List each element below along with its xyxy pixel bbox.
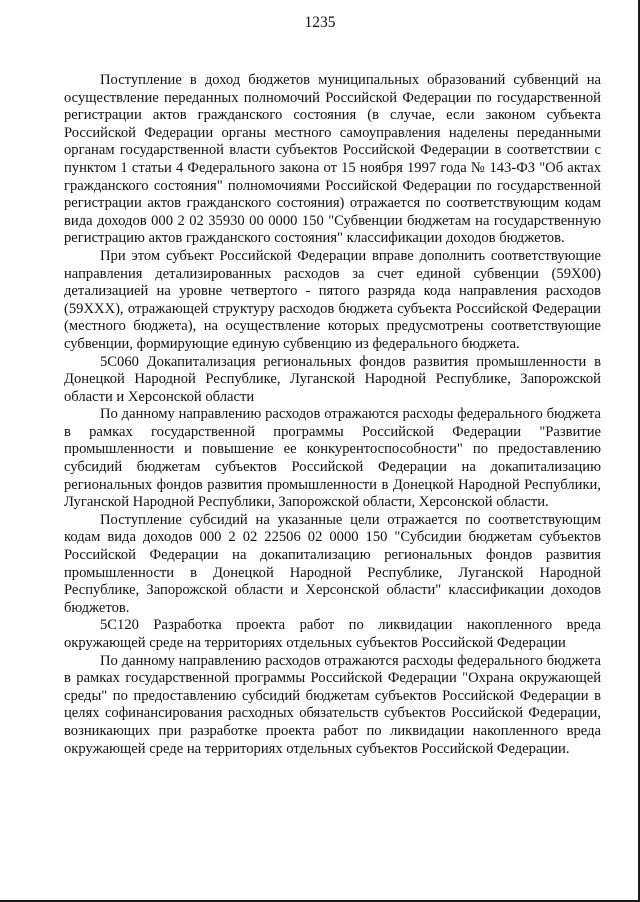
- paragraph-5c060-expenses: По данному направлению расходов отражаются расходы федерального бюджета в рамках государственной программы Российской Федерации "Развитие промышленности и повышение ее конкурентоспособности" по предоставлению субсидий бюджетам субъектов Российской Федерации на докапитализацию региональных фондов развития промышленности в Донецкой Народной Республики, Луганской Народной Республики, Запорожской области, Херсонской области.: [64, 406, 601, 511]
- page-number: 1235: [304, 14, 336, 31]
- paragraph-5c060-income: Поступление субсидий на указанные цели отражается по соответствующим кодам вида доходов 000 2 02 22506 02 0000 150 "Субсидии бюджетам субъектов Российской Федерации на докапитализацию региональных фондов развития промышленности в Донецкой Народной Республике, Луганской Народной Республике, Запорожской области и Херсонской области" классификации доходов бюджетов.: [64, 511, 601, 616]
- paragraph-heading-5c120: 5С120 Разработка проекта работ по ликвидации накопленного вреда окружающей среде на территориях отдельных субъектов Российской Федерации: [64, 617, 601, 651]
- paragraph-detailing-rights: При этом субъект Российской Федерации вправе дополнить соответствующие направления детализированных расходов за счет единой субвенции (59Х00) детализацией на уровне четвертого - пятого разряда кода направления расходов (59ХХХ), отражающей структуру расходов бюджета субъекта Российской Федерации (местного бюджета), на осуществление которых предусмотрены соответствующие субвенции, формирующие единую субвенцию из федерального бюджета.: [64, 247, 601, 352]
- document-body: [64, 72, 601, 758]
- paragraph-heading-5c060: 5С060 Докапитализация региональных фондов развития промышленности в Донецкой Народной Республике, Луганской Народной Республике, Запорожской области и Херсонской области: [64, 353, 601, 405]
- paragraph-subventions-income: Поступление в доход бюджетов муниципальных образований субвенций на осуществление переданных полномочий Российской Федерации по государственной регистрации актов гражданского состояния (в случае, если законом субъекта Российской Федерации органы местного самоуправления наделены переданными органам государственной власти субъектов Российской Федерации в соответствии с пунктом 1 статьи 4 Федерального закона от 15 ноября 1997 года № 143-ФЗ "Об актах гражданского состояния" полномочиями Российской Федерации по государственной регистрации актов гражданского состояния) отражается по соответствующим кодам вида доходов 000 2 02 35930 00 0000 150 "Субвенции бюджетам на государственную регистрацию актов гражданского состояния" классификации доходов бюджетов.: [64, 72, 601, 247]
- paragraph-5c120-expenses: По данному направлению расходов отражаются расходы федерального бюджета в рамках государственной программы Российской Федерации "Охрана окружающей среды" по предоставлению субсидий бюджетам субъектов Российской Федерации в целях софинансирования расходных обязательств субъектов Российской Федерации, возникающих при разработке проекта работ по ликвидации накопленного вреда окружающей среде на территориях отдельных субъектов Российской Федерации.: [64, 652, 601, 757]
